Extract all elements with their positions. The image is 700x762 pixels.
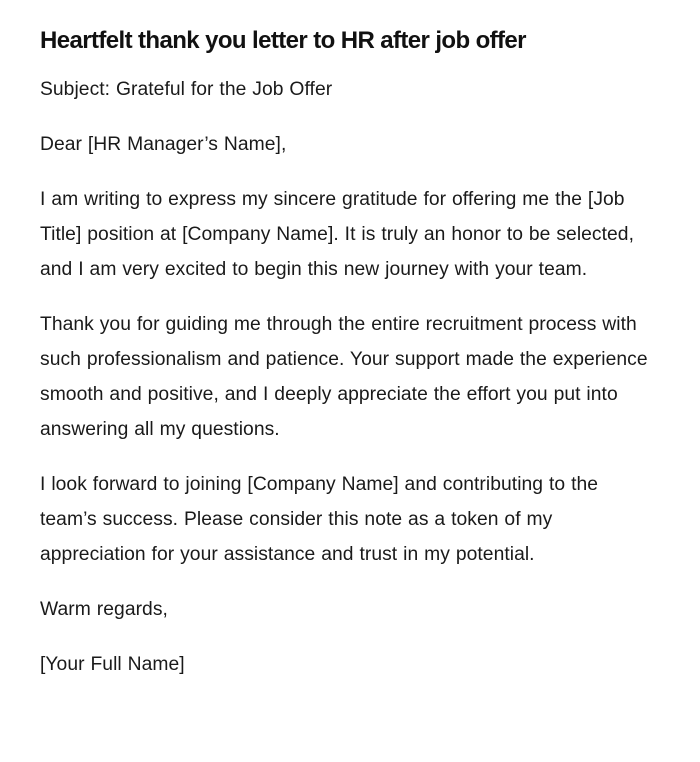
signature: [Your Full Name] [40,654,185,675]
body-paragraph-1: I am writing to express my sincere gratitude for offering me the [Job Title] position at [Company Name]. It is truly an honor to be selected, and I am very excited to begin this new journey with your team. [40,189,634,280]
body-paragraph-3: I look forward to joining [Company Name] and contributing to the team’s success. Please consider this note as a token of my appreciation for your assistance and trust in my potential. [40,474,599,565]
closing: Warm regards, [40,599,168,620]
subject-line: Subject: Grateful for the Job Offer [40,79,333,100]
salutation: Dear [HR Manager’s Name], [40,134,287,155]
letter-document [40,24,652,702]
page-title: Heartfelt thank you letter to HR after job offer [40,27,526,54]
body-paragraph-2: Thank you for guiding me through the entire recruitment process with such professionalism and patience. Your support made the experience smooth and positive, and I deeply appreciate the effort you put into answering all my questions. [40,314,648,440]
